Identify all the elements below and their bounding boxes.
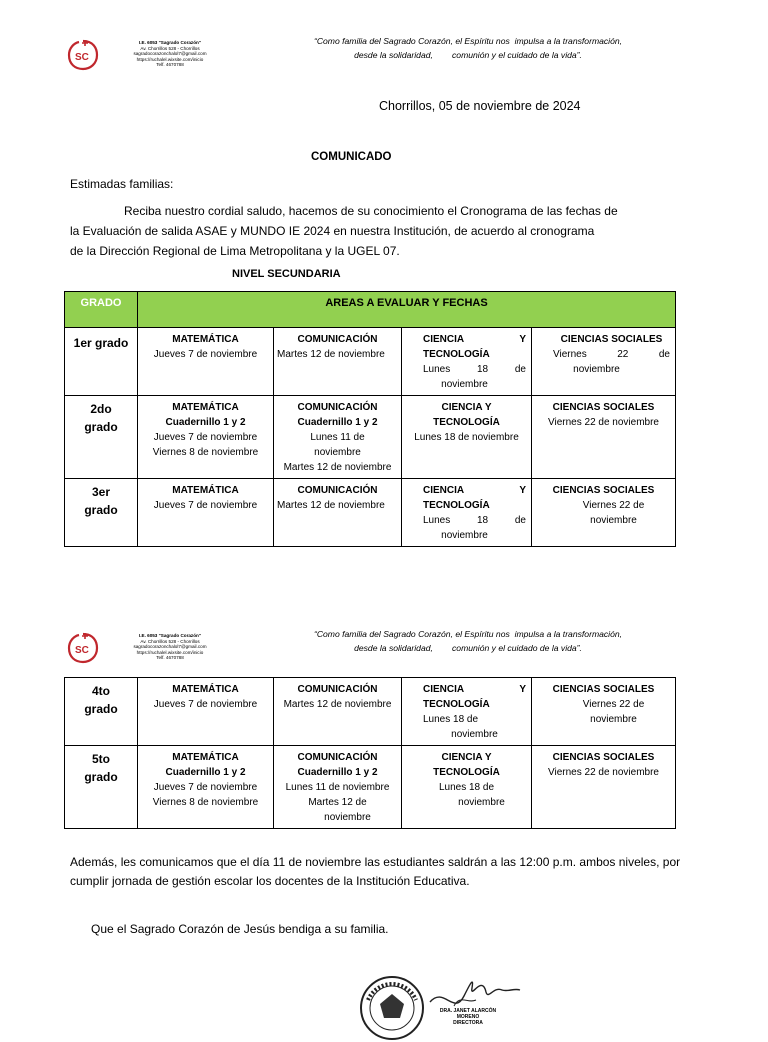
table-row (65, 328, 676, 396)
communication-cell: COMUNICACIÓN Cuadernillo 1 y 2 Lunes 11 de noviembre Martes 12 de noviembre (274, 396, 402, 479)
grade-cell: 2do grado (65, 396, 138, 479)
school-crest-icon (66, 38, 100, 72)
social-sciences-cell: CIENCIAS SOCIALES Viernes 22 de noviembre (532, 678, 676, 746)
school-motto: “Como familia del Sagrado Corazón, el Espíritu nos impulsa a la transformación, desde la solidaridad, comunión y el cuidado de la vida”. (313, 629, 623, 653)
table-row (65, 479, 676, 547)
social-sciences-cell: CIENCIAS SOCIALES Viernes 22 de noviembre (532, 396, 676, 479)
grade-cell: 4to grado (65, 678, 138, 746)
table-row (65, 678, 676, 746)
closing-line: Que el Sagrado Corazón de Jesús bendiga a su familia. (91, 922, 389, 936)
grade-cell: 1er grado (65, 328, 138, 396)
level-title: NIVEL SECUNDARIA (232, 268, 341, 280)
signatory: DRA. JANET ALARCÓN MORENO DIRECTORA (439, 1008, 497, 1026)
logo-address: I.E. 6053 "Sagrado Corazón" Av. Chorrillos 528 - Chorrillos sagradocorazonchalol7@gmail.com https://ruchalel.wixsite.com/inicio Telf. 4670788 (133, 633, 207, 661)
math-cell: MATEMÁTICA Cuadernillo 1 y 2 Jueves 7 de noviembre Viernes 8 de noviembre (138, 746, 274, 829)
schedule-table-2 (64, 677, 676, 829)
intro-paragraph: Reciba nuestro cordial saludo, hacemos de su conocimiento el Cronograma de las fechas de la Evaluación de salida ASAE y MUNDO IE 2024 en nuestra Institución, de acuerdo al cronograma de la Dirección Regional de Lima Metropolitana y la UGEL 07. (70, 204, 618, 258)
svg-text:SC: SC (75, 645, 89, 656)
document-heading: COMUNICADO (311, 151, 392, 163)
science-cell: CIENCIA Y TECNOLOGÍA Lunes 18 de noviembre (402, 396, 532, 479)
social-sciences-cell: CIENCIAS SOCIALES Viernes 22 de noviembre (532, 328, 676, 396)
math-cell: MATEMÁTICA Jueves 7 de noviembre (138, 678, 274, 746)
table-row (65, 746, 676, 829)
math-cell: MATEMÁTICA Jueves 7 de noviembre (138, 479, 274, 547)
school-motto: “Como familia del Sagrado Corazón, el Espíritu nos impulsa a la transformación, desde la solidaridad, comunión y el cuidado de la vida”. (313, 36, 623, 60)
notice-paragraph: Además, les comunicamos que el día 11 de noviembre las estudiantes saldrán a las 12:00 p.m. ambos niveles, por cumplir jornada de gestión escolar los docentes de la Institución Educativa. (70, 855, 681, 888)
science-cell: CIENCIA Y TECNOLOGÍA Lunes 18 de noviembre (402, 328, 532, 396)
communication-cell: COMUNICACIÓN Cuadernillo 1 y 2 Lunes 11 de noviembre Martes 12 de noviembre (274, 746, 402, 829)
official-seal-icon (358, 974, 426, 1042)
math-cell: MATEMÁTICA Cuadernillo 1 y 2 Jueves 7 de noviembre Viernes 8 de noviembre (138, 396, 274, 479)
logo-address: I.E. 6053 "Sagrado Corazón" Av. Chorrillos 528 - Chorrillos sagradocorazonchalol7@gmail.com https://ruchalel.wixsite.com/inicio Telf. 4670788 (133, 40, 207, 68)
communication-cell: COMUNICACIÓN Martes 12 de noviembre (274, 328, 402, 396)
svg-text:SC: SC (75, 52, 89, 63)
grade-cell: 5to grado (65, 746, 138, 829)
grade-header: GRADO (65, 292, 138, 328)
science-cell: CIENCIA Y TECNOLOGÍA Lunes 18 de noviembre (402, 479, 532, 547)
math-cell: MATEMÁTICA Jueves 7 de noviembre (138, 328, 274, 396)
communication-cell: COMUNICACIÓN Martes 12 de noviembre (274, 678, 402, 746)
school-logo (66, 631, 241, 677)
school-logo (66, 38, 241, 84)
areas-header: AREAS A EVALUAR Y FECHAS (138, 292, 676, 328)
letter-date: Chorrillos, 05 de noviembre de 2024 (379, 99, 581, 113)
communication-cell: COMUNICACIÓN Martes 12 de noviembre (274, 479, 402, 547)
school-crest-icon (66, 631, 100, 665)
science-cell: CIENCIA Y TECNOLOGÍA Lunes 18 de noviembre (402, 678, 532, 746)
grade-cell: 3er grado (65, 479, 138, 547)
social-sciences-cell: CIENCIAS SOCIALES Viernes 22 de noviembre (532, 479, 676, 547)
schedule-table-1 (64, 291, 676, 547)
social-sciences-cell: CIENCIAS SOCIALES Viernes 22 de noviembre (532, 746, 676, 829)
greeting: Estimadas familias: (70, 177, 174, 191)
science-cell: CIENCIA Y TECNOLOGÍA Lunes 18 de noviembre (402, 746, 532, 829)
table-row (65, 396, 676, 479)
table-header-row (65, 292, 676, 328)
